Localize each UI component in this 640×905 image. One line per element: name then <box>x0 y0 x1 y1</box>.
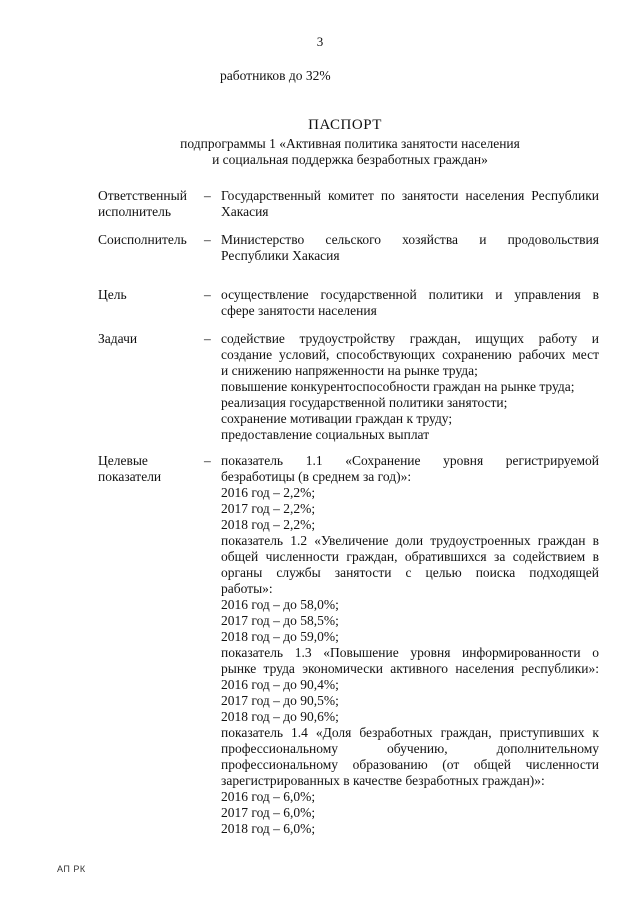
label-line: Целевые <box>98 453 148 468</box>
row-label <box>98 188 198 220</box>
content-line: безработицы (в среднем за год)»: <box>221 469 412 484</box>
content-line: 2017 год – до 90,5%; <box>221 693 339 708</box>
content-line: показатель 1.2 «Увеличение доли трудоустроенных граждан в <box>221 533 599 548</box>
content-line: зарегистрированных в качестве безработных граждан)»: <box>221 773 545 788</box>
content-line: профессиональному обучению, дополнительному <box>221 741 599 756</box>
dash-separator: – <box>204 188 211 203</box>
content-line: 2017 год – 2,2%; <box>221 501 316 516</box>
document-title: ПАСПОРТ <box>308 117 382 133</box>
content-line: сохранение мотивации граждан к труду; <box>221 411 453 426</box>
row-content <box>221 331 599 443</box>
row-content <box>221 453 599 837</box>
content-line: содействие трудоустройству граждан, ищущих работу и <box>221 331 599 346</box>
content-line: осуществление государственной политики и управления в <box>221 287 599 302</box>
content-line: реализация государственной политики занятости; <box>221 395 508 410</box>
content-line: профессиональному образованию (от общей численности <box>221 757 599 772</box>
content-line: общей численности граждан, обратившихся за содействием в <box>221 549 599 564</box>
content-line: 2018 год – до 90,6%; <box>221 709 339 724</box>
row-content <box>221 287 599 319</box>
label-line: Ответственный <box>98 188 187 203</box>
subtitle-line: подпрограммы 1 «Активная политика занятости населения <box>180 136 520 151</box>
continued-text: работников до 32% <box>220 68 331 83</box>
content-line: 2016 год – до 58,0%; <box>221 597 339 612</box>
content-line: органы службы занятости с целью поиска подходящей <box>221 565 599 580</box>
content-line: 2017 год – до 58,5%; <box>221 613 339 628</box>
content-line: показатель 1.1 «Сохранение уровня регистрируемой <box>221 453 599 468</box>
archive-stamp: АП РК <box>57 864 86 874</box>
document-subtitle <box>0 136 640 168</box>
page-number: 3 <box>316 34 324 49</box>
dash-separator: – <box>204 232 211 247</box>
content-line: 2018 год – до 59,0%; <box>221 629 339 644</box>
content-line: 2016 год – 2,2%; <box>221 485 316 500</box>
content-line: показатель 1.4 «Доля безработных граждан, приступивших к <box>221 725 599 740</box>
content-line: работы»: <box>221 581 273 596</box>
content-line: предоставление социальных выплат <box>221 427 430 442</box>
content-line: рынке труда экономически активного населения республики»: <box>221 661 599 676</box>
content-line: Республики Хакасия <box>221 248 340 263</box>
dash-separator: – <box>204 453 211 468</box>
content-line: Государственный комитет по занятости населения Республики <box>221 188 599 203</box>
dash-separator: – <box>204 331 211 346</box>
content-line: сфере занятости населения <box>221 303 377 318</box>
content-line: 2017 год – 6,0%; <box>221 805 316 820</box>
content-line: показатель 1.3 «Повышение уровня информированности о <box>221 645 599 660</box>
label-line: показатели <box>98 469 162 484</box>
content-line: Министерство сельского хозяйства и продовольствия <box>221 232 599 247</box>
label-line: исполнитель <box>98 204 171 219</box>
subtitle-line: и социальная поддержка безработных граждан» <box>212 152 488 167</box>
row-label <box>98 287 198 303</box>
content-line: и снижению напряженности на рынке труда; <box>221 363 478 378</box>
row-content <box>221 232 599 264</box>
content-line: повышение конкурентоспособности граждан на рынке труда; <box>221 379 575 394</box>
content-line: 2018 год – 2,2%; <box>221 517 316 532</box>
content-line: Хакасия <box>221 204 269 219</box>
content-line: 2016 год – 6,0%; <box>221 789 316 804</box>
row-label <box>98 331 198 347</box>
content-line: 2018 год – 6,0%; <box>221 821 316 836</box>
dash-separator: – <box>204 287 211 302</box>
row-label <box>98 232 198 248</box>
label-line: Соисполнитель <box>98 232 187 247</box>
label-line: Задачи <box>98 331 138 346</box>
content-line: 2016 год – до 90,4%; <box>221 677 339 692</box>
label-line: Цель <box>98 287 127 302</box>
row-content <box>221 188 599 220</box>
content-line: создание условий, способствующих сохранению рабочих мест <box>221 347 599 362</box>
row-label <box>98 453 198 485</box>
